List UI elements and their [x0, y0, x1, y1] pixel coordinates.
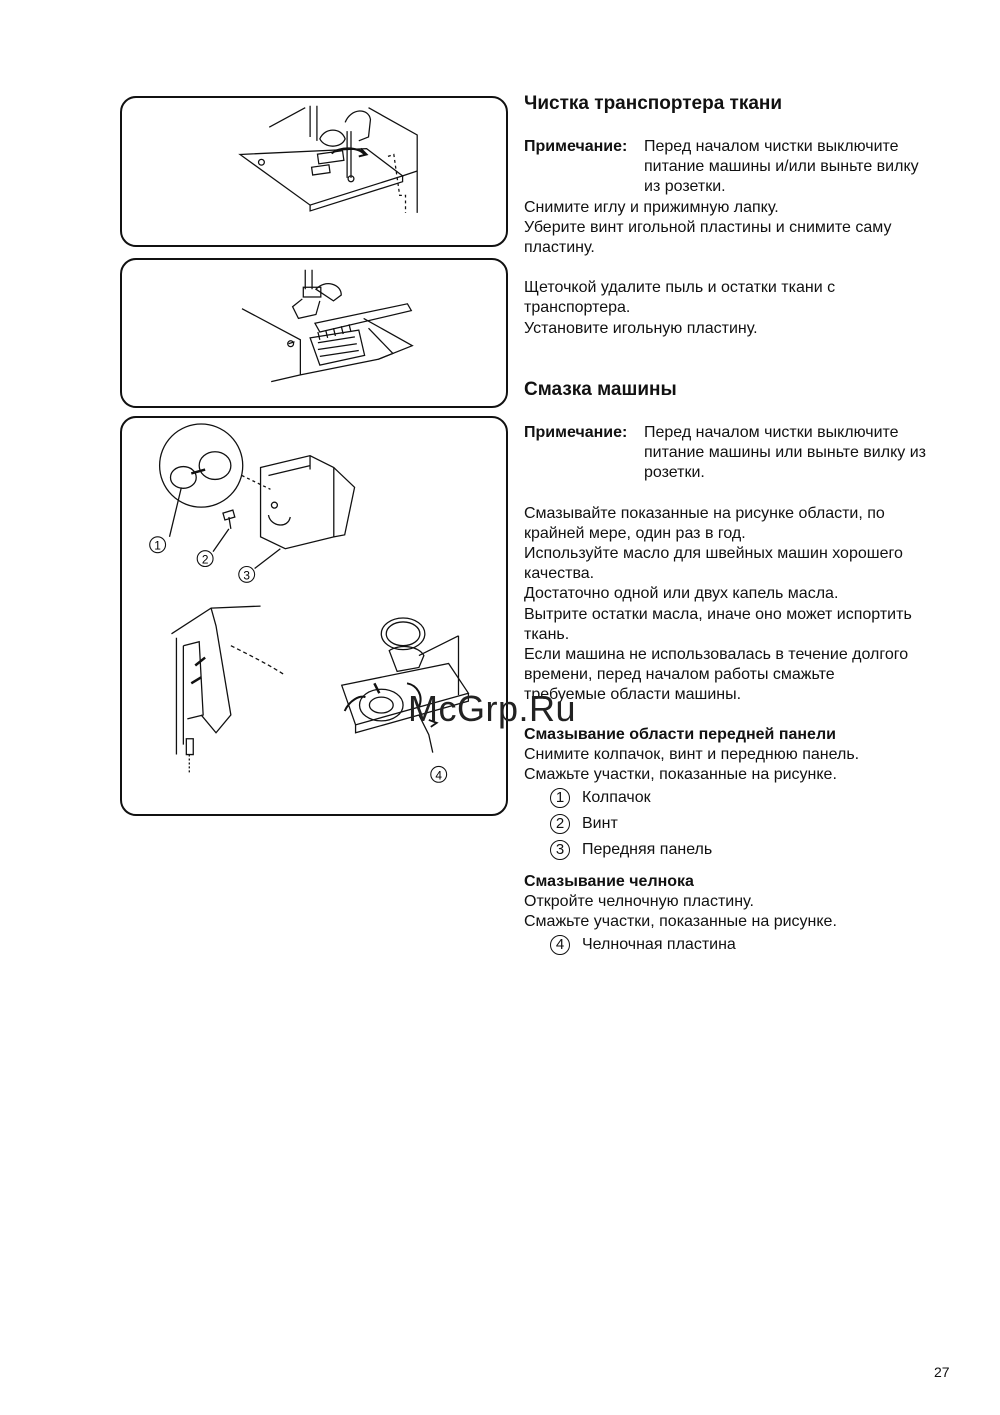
callout-1: 1	[154, 538, 161, 553]
text-line: Установите игольную пластину.	[524, 319, 758, 337]
text-line: качества.	[524, 565, 595, 583]
note-line: розетки.	[644, 464, 705, 482]
illustration-feed-dog-brush	[120, 258, 508, 408]
page-number: 27	[934, 1364, 950, 1380]
note	[524, 137, 964, 198]
section-shuttle-oiling	[524, 872, 964, 958]
note-label: Примечание:	[524, 138, 628, 155]
list-item	[550, 837, 964, 863]
subsection-title: Смазывание области передней панели	[524, 726, 836, 743]
list-item	[550, 785, 964, 811]
watermark: McGrp.Ru	[408, 688, 577, 729]
text-line: Щеточкой удалите пыль и остатки ткани с	[524, 279, 836, 297]
section-title: Чистка транспортера ткани	[524, 93, 783, 114]
note-line: питание машины и/или выньте вилку	[644, 158, 919, 176]
callout-3: 3	[243, 568, 251, 583]
section-oiling	[524, 378, 964, 706]
text-line: Если машина не использовалась в течение долгого	[524, 646, 909, 664]
list-item	[550, 932, 964, 958]
text-line: крайней мере, один раз в год.	[524, 524, 746, 542]
illustration-oiling-areas	[120, 416, 508, 816]
text-line: Уберите винт игольной пластины и снимите саму	[524, 218, 892, 236]
text-line: Используйте масло для швейных машин хорошего	[524, 545, 903, 563]
section-front-panel-oiling	[524, 725, 964, 863]
needle-plate-drawing	[122, 98, 506, 245]
text-line: пластину.	[524, 239, 595, 257]
text-line: Снимите иглу и прижимную лапку.	[524, 198, 779, 216]
item-label: Колпачок	[582, 789, 651, 807]
note-line: из розетки.	[644, 178, 726, 196]
text-line: Смазывайте показанные на рисунке области, по	[524, 504, 885, 522]
number-badge: 3	[550, 840, 570, 860]
text-line: ткань.	[524, 625, 570, 643]
note-line: Перед началом чистки выключите	[644, 424, 899, 441]
callout-2: 2	[201, 552, 209, 567]
number-badge: 1	[550, 788, 570, 808]
text-line: Достаточно одной или двух капель масла.	[524, 585, 839, 603]
text-line: Смажьте участки, показанные на рисунке.	[524, 913, 837, 931]
text-line: Снимите колпачок, винт и переднюю панель.	[524, 746, 860, 763]
list-item	[550, 811, 964, 837]
text-line: времени, перед началом работы смажьте	[524, 666, 835, 684]
figure-callouts	[150, 537, 447, 782]
callout-4: 4	[435, 768, 443, 783]
note-line: Перед началом чистки выключите	[644, 138, 899, 155]
note	[524, 423, 964, 484]
item-label: Винт	[582, 815, 618, 833]
number-badge: 4	[550, 935, 570, 955]
number-badge: 2	[550, 814, 570, 834]
feed-dog-drawing	[122, 260, 506, 406]
subsection-title: Смазывание челнока	[524, 873, 694, 890]
illustration-needle-plate-removal	[120, 96, 508, 247]
item-label: Передняя панель	[582, 841, 713, 859]
oiling-drawing	[122, 418, 506, 814]
note-label: Примечание:	[524, 424, 628, 441]
section-feed-dog-cleaning	[524, 92, 964, 339]
section-title: Смазка машины	[524, 379, 677, 400]
text-line: Смажьте участки, показанные на рисунке.	[524, 766, 837, 784]
text-line: Откройте челночную пластину.	[524, 893, 754, 910]
note-line: питание машины или выньте вилку из	[644, 444, 926, 462]
text-line: транспортера.	[524, 299, 631, 317]
item-label: Челночная пластина	[582, 936, 736, 954]
text-line: Вытрите остатки масла, иначе оно может испортить	[524, 605, 912, 623]
text-line: требуемые области машины.	[524, 686, 742, 704]
